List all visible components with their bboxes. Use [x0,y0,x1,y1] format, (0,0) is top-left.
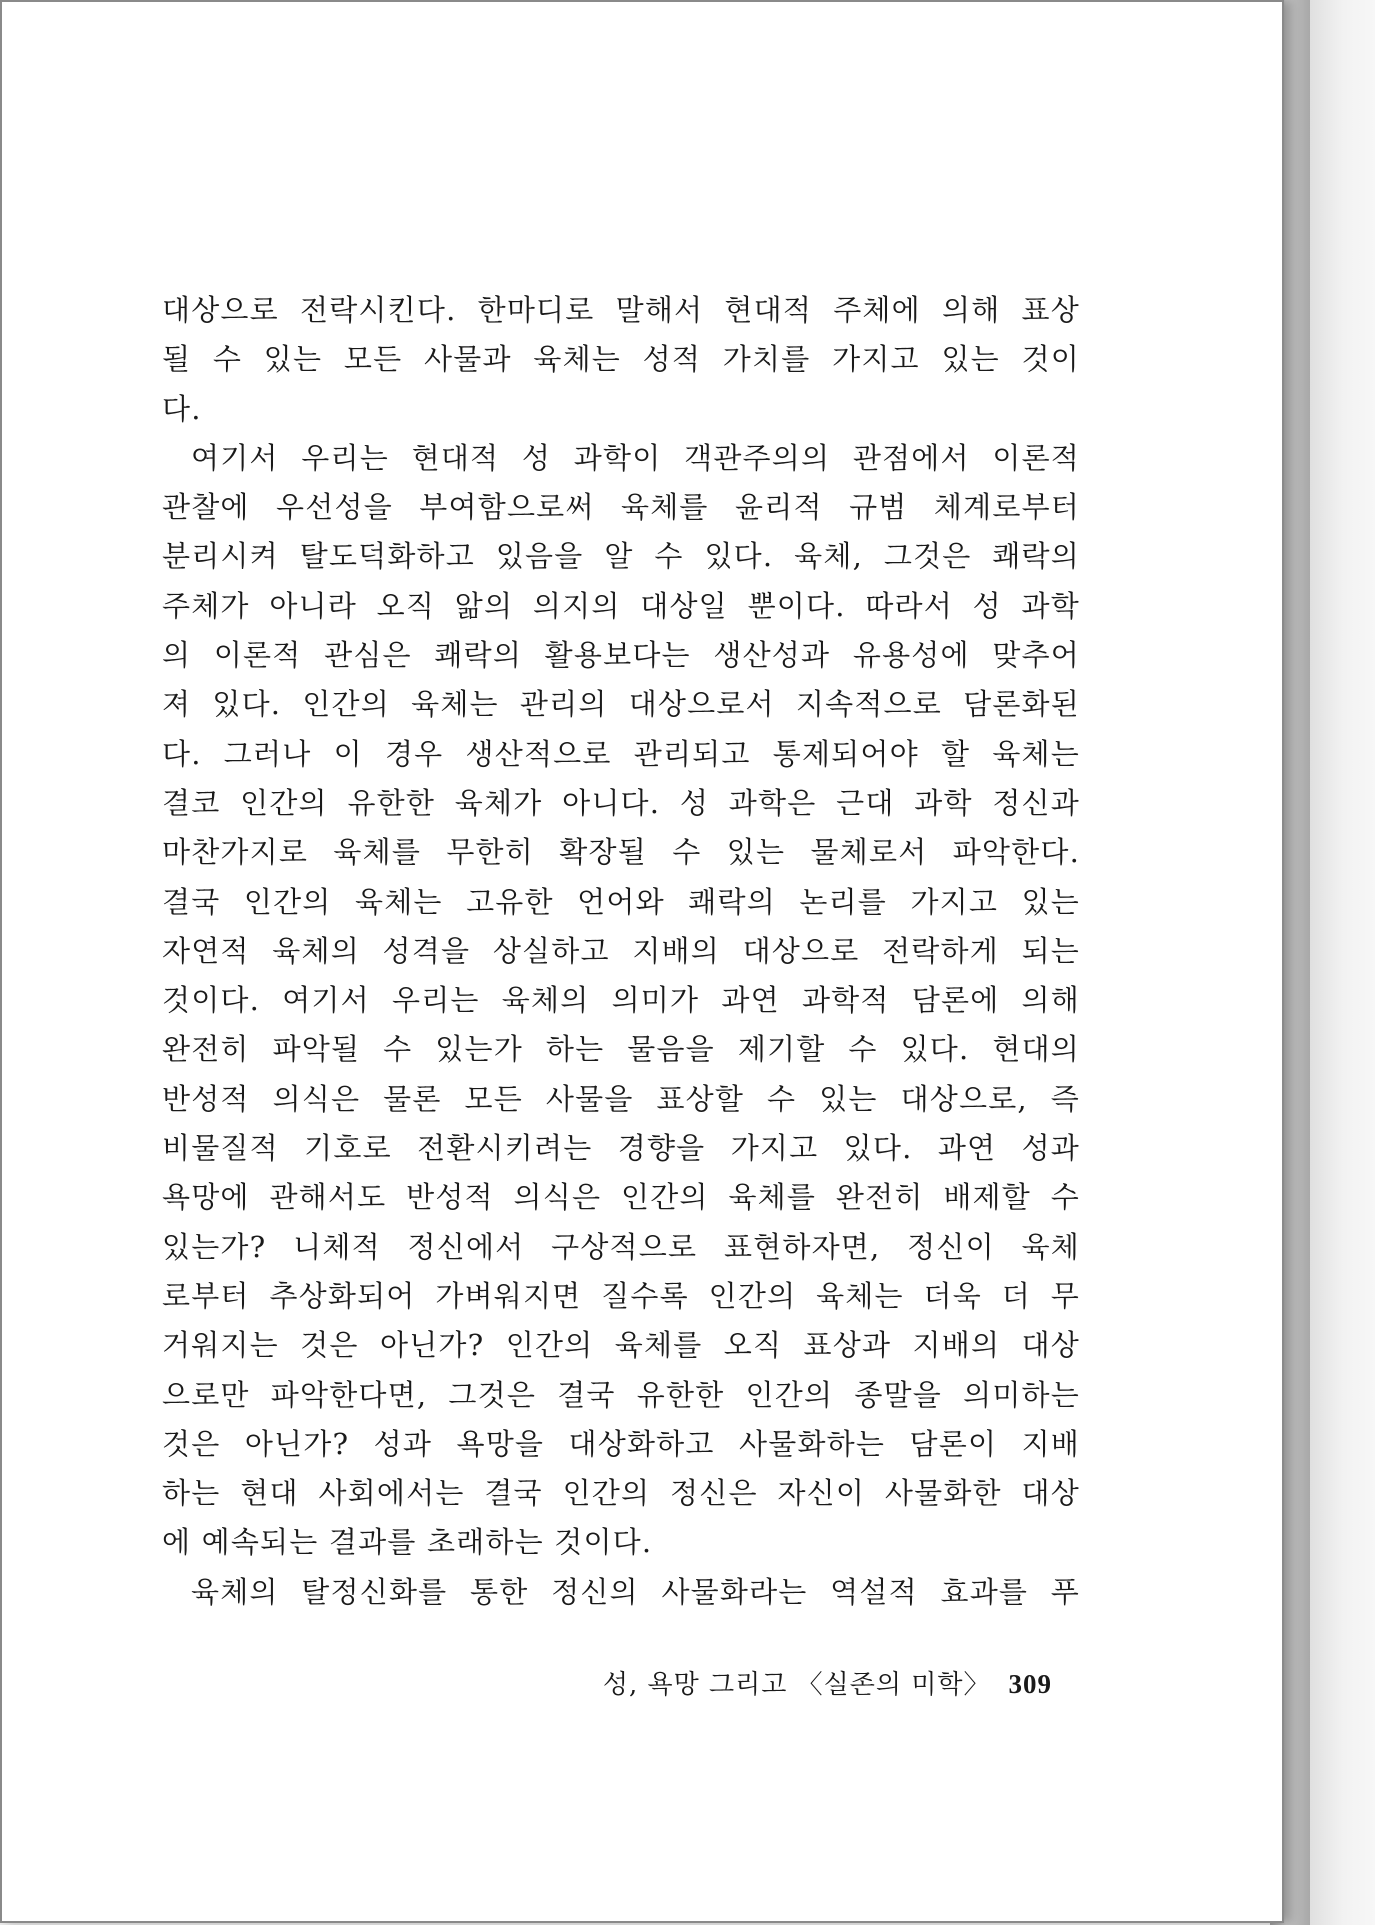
page-number: 309 [1008,1669,1052,1699]
text-line: 거워지는 것은 아닌가? 인간의 육체를 오직 표상과 지배의 대상 [162,1328,1080,1363]
text-line: 다. [162,391,202,426]
page-footer [603,1664,1052,1701]
text-line: 하는 현대 사회에서는 결국 인간의 정신은 자신이 사물화한 대상 [162,1476,1080,1511]
text-line: 다. 그러나 이 경우 생산적으로 관리되고 통제되어야 할 육체는 [162,736,1080,771]
body-text [162,286,1080,1617]
text-line: 여기서 우리는 현대적 성 과학이 객관주의의 관점에서 이론적 [191,440,1080,475]
text-line: 것은 아닌가? 성과 욕망을 대상화하고 사물화하는 담론이 지배 [162,1426,1080,1461]
text-line: 져 있다. 인간의 육체는 관리의 대상으로서 지속적으로 담론화된 [162,687,1080,722]
text-line: 로부터 추상화되어 가벼워지면 질수록 인간의 육체는 더욱 더 무 [162,1278,1080,1313]
text-line: 자연적 육체의 성격을 상실하고 지배의 대상으로 전락하게 되는 [162,933,1080,968]
text-line: 의 이론적 관심은 쾌락의 활용보다는 생산성과 유용성에 맞추어 [162,638,1080,673]
text-line: 으로만 파악한다면, 그것은 결국 유한한 인간의 종말을 의미하는 [162,1377,1080,1412]
text-line: 결국 인간의 육체는 고유한 언어와 쾌락의 논리를 가지고 있는 [162,884,1080,919]
text-line: 반성적 의식은 물론 모든 사물을 표상할 수 있는 대상으로, 즉 [162,1081,1080,1116]
text-line: 결코 인간의 유한한 육체가 아니다. 성 과학은 근대 과학 정신과 [162,785,1080,820]
text-line: 주체가 아니라 오직 앎의 의지의 대상일 뿐이다. 따라서 성 과학 [162,588,1080,623]
text-line: 있는가? 니체적 정신에서 구상적으로 표현하자면, 정신이 육체 [162,1229,1080,1264]
text-line: 관찰에 우선성을 부여함으로써 육체를 윤리적 규범 체계로부터 [162,490,1080,525]
text-line: 욕망에 관해서도 반성적 의식은 인간의 육체를 완전히 배제할 수 [162,1180,1080,1215]
text-line: 분리시켜 탈도덕화하고 있음을 알 수 있다. 육체, 그것은 쾌락의 [162,539,1080,574]
text-line: 대상으로 전락시킨다. 한마디로 말해서 현대적 주체에 의해 표상 [162,293,1080,327]
text-line: 에 예속되는 결과를 초래하는 것이다. [162,1525,653,1560]
text-line: 것이다. 여기서 우리는 육체의 의미가 과연 과학적 담론에 의해 [162,983,1080,1018]
text-line: 될 수 있는 모든 사물과 육체는 성적 가치를 가지고 있는 것이 [162,342,1080,377]
text-line: 육체의 탈정신화를 통한 정신의 사물화라는 역설적 효과를 푸 [191,1574,1080,1609]
text-line: 완전히 파악될 수 있는가 하는 물음을 제기할 수 있다. 현대의 [162,1032,1080,1067]
text-line: 비물질적 기호로 전환시키려는 경향을 가지고 있다. 과연 성과 [162,1131,1080,1166]
running-title: 성, 욕망 그리고 〈실존의 미학〉 [602,1670,991,1700]
text-line: 마찬가지로 육체를 무한히 확장될 수 있는 물체로서 파악한다. [162,835,1080,870]
